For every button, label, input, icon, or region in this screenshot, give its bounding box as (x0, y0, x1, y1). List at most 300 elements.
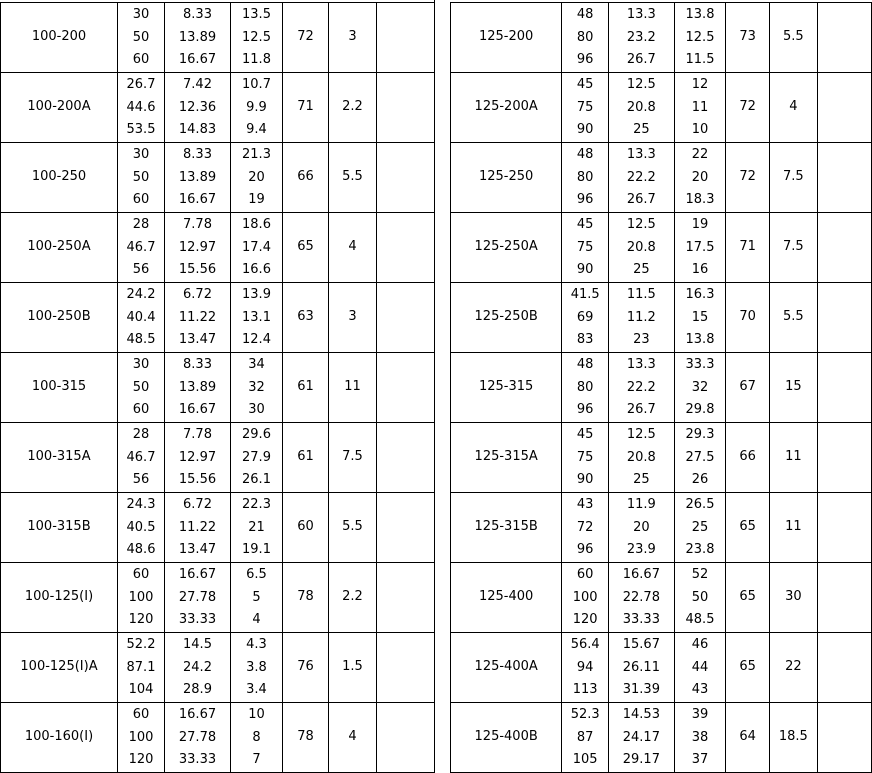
flow-ls-cell-value: 7.78 (183, 427, 212, 442)
head-cell (674, 213, 726, 283)
flow-m3h-cell-value: 75 (576, 239, 594, 255)
empty-cell (817, 703, 871, 773)
flow-m3h-cell (118, 353, 165, 423)
flow-ls-cell-value: 25 (633, 472, 650, 487)
power-cell: 11 (329, 353, 377, 423)
table-row (1, 143, 435, 213)
flow-ls-cell-value: 23.2 (626, 29, 656, 45)
head-cell-value: 15 (691, 309, 709, 325)
power-cell: 11 (769, 493, 817, 563)
flow-ls-cell (609, 633, 675, 703)
power-cell: 7.5 (769, 143, 817, 213)
power-cell: 3 (329, 283, 377, 353)
efficiency-cell: 73 (726, 3, 770, 73)
model-cell: 100-315B (1, 493, 118, 563)
empty-cell (377, 423, 435, 493)
head-cell (231, 493, 283, 563)
head-cell-value: 29.3 (685, 427, 715, 442)
flow-ls-cell-value: 13.89 (178, 29, 217, 45)
flow-m3h-cell (562, 3, 609, 73)
flow-m3h-cell-value: 50 (132, 29, 150, 45)
head-cell-value: 20 (248, 169, 265, 185)
flow-ls-cell-value: 24.2 (183, 659, 212, 675)
empty-cell (817, 283, 871, 353)
flow-ls-cell-value: 16.67 (178, 52, 217, 67)
flow-m3h-cell-value: 100 (128, 729, 154, 745)
efficiency-cell: 65 (283, 213, 329, 283)
head-cell (231, 3, 283, 73)
head-cell-value: 48.5 (685, 612, 715, 627)
head-cell (674, 703, 726, 773)
flow-m3h-cell-value: 24.3 (126, 497, 156, 512)
head-cell-value: 13.5 (242, 7, 271, 22)
head-cell-value: 17.4 (242, 239, 271, 255)
flow-ls-cell-value: 11.2 (626, 309, 656, 325)
flow-m3h-cell (118, 143, 165, 213)
power-cell: 22 (769, 633, 817, 703)
head-cell (674, 73, 726, 143)
efficiency-cell: 65 (726, 633, 770, 703)
flow-ls-cell-value: 15.56 (178, 472, 217, 487)
efficiency-cell: 78 (283, 703, 329, 773)
head-cell (674, 423, 726, 493)
efficiency-cell: 72 (726, 73, 770, 143)
flow-ls-cell-value: 20.8 (626, 449, 656, 465)
flow-ls-cell-value: 14.5 (183, 637, 212, 652)
flow-m3h-cell-value: 48 (576, 147, 594, 162)
efficiency-cell: 72 (726, 143, 770, 213)
flow-ls-cell-value: 6.72 (183, 287, 212, 302)
empty-cell (817, 3, 871, 73)
flow-m3h-cell-value: 45 (576, 427, 594, 442)
flow-ls-cell-value: 26.7 (626, 192, 656, 207)
power-cell: 11 (769, 423, 817, 493)
efficiency-cell: 71 (283, 73, 329, 143)
flow-m3h-cell (562, 563, 609, 633)
model-cell: 125-400 (451, 563, 562, 633)
model-cell: 125-400B (451, 703, 562, 773)
power-cell: 5.5 (769, 283, 817, 353)
flow-ls-cell-value: 14.83 (178, 122, 217, 137)
power-cell: 7.5 (769, 213, 817, 283)
model-cell: 125-315 (451, 353, 562, 423)
flow-m3h-cell-value: 30 (132, 7, 150, 22)
flow-ls-cell-value: 11.9 (626, 497, 656, 512)
flow-m3h-cell-value: 46.7 (126, 449, 156, 465)
head-cell-value: 27.5 (685, 449, 715, 465)
empty-cell (817, 633, 871, 703)
power-cell: 18.5 (769, 703, 817, 773)
model-cell: 125-315B (451, 493, 562, 563)
table-row (451, 143, 872, 213)
efficiency-cell: 61 (283, 353, 329, 423)
model-cell: 125-315A (451, 423, 562, 493)
flow-m3h-cell (562, 73, 609, 143)
flow-ls-cell (609, 73, 675, 143)
flow-m3h-cell-value: 87.1 (126, 659, 156, 675)
flow-m3h-cell (118, 493, 165, 563)
flow-ls-cell-value: 22.2 (626, 169, 656, 185)
flow-m3h-cell (562, 143, 609, 213)
model-cell: 100-125(I) (1, 563, 118, 633)
head-cell-value: 13.8 (685, 332, 715, 347)
flow-ls-cell-value: 20 (633, 519, 650, 535)
head-cell-value: 18.6 (242, 217, 271, 232)
flow-m3h-cell (562, 353, 609, 423)
flow-ls-cell-value: 33.33 (622, 612, 660, 627)
head-cell-value: 9.4 (246, 122, 267, 137)
head-cell-value: 12.5 (685, 29, 715, 45)
flow-m3h-cell-value: 80 (576, 169, 594, 185)
flow-ls-cell-value: 13.47 (178, 332, 217, 347)
table-row (451, 213, 872, 283)
flow-ls-cell-value: 8.33 (183, 147, 212, 162)
flow-m3h-cell-value: 40.5 (126, 519, 156, 535)
flow-m3h-cell (562, 703, 609, 773)
model-cell: 100-315A (1, 423, 118, 493)
head-cell-value: 43 (691, 682, 709, 697)
flow-m3h-cell-value: 48.5 (126, 332, 156, 347)
flow-ls-cell (165, 703, 231, 773)
model-cell: 100-160(I) (1, 703, 118, 773)
flow-ls-cell-value: 27.78 (178, 729, 217, 745)
head-cell-value: 23.8 (685, 542, 715, 557)
head-cell-value: 19 (691, 217, 709, 232)
flow-m3h-cell (118, 213, 165, 283)
head-cell (231, 633, 283, 703)
flow-ls-cell-value: 26.7 (626, 402, 656, 417)
efficiency-cell: 66 (283, 143, 329, 213)
head-cell-value: 12.4 (242, 332, 271, 347)
empty-cell (377, 353, 435, 423)
head-cell-value: 19 (248, 192, 265, 207)
head-cell-value: 37 (691, 752, 709, 767)
head-cell-value: 52 (691, 567, 709, 582)
head-cell-value: 3.8 (246, 659, 267, 675)
head-cell-value: 8 (252, 729, 261, 745)
flow-m3h-cell-value: 41.5 (570, 287, 600, 302)
flow-ls-cell-value: 16.67 (622, 567, 660, 582)
flow-m3h-cell-value: 24.2 (126, 287, 156, 302)
head-cell-value: 44 (691, 659, 709, 675)
flow-m3h-cell (562, 633, 609, 703)
flow-ls-cell (609, 703, 675, 773)
flow-m3h-cell (562, 213, 609, 283)
flow-m3h-cell-value: 96 (576, 542, 594, 557)
head-cell-value: 30 (248, 402, 265, 417)
empty-cell (817, 143, 871, 213)
head-cell (674, 563, 726, 633)
flow-ls-cell-value: 13.3 (626, 147, 656, 162)
flow-m3h-cell-value: 80 (576, 29, 594, 45)
flow-m3h-cell-value: 96 (576, 52, 594, 67)
flow-ls-cell (165, 633, 231, 703)
flow-m3h-cell-value: 50 (132, 379, 150, 395)
empty-cell (377, 283, 435, 353)
flow-m3h-cell-value: 45 (576, 77, 594, 92)
model-cell: 125-400A (451, 633, 562, 703)
flow-ls-cell-value: 13.89 (178, 169, 217, 185)
flow-ls-cell-value: 24.17 (622, 729, 660, 745)
flow-ls-cell-value: 8.33 (183, 7, 212, 22)
flow-m3h-cell-value: 83 (576, 332, 594, 347)
empty-cell (817, 493, 871, 563)
head-cell-value: 5 (252, 589, 261, 605)
flow-m3h-cell-value: 113 (572, 682, 598, 697)
flow-ls-cell-value: 15.67 (622, 637, 660, 652)
head-cell-value: 22 (691, 147, 709, 162)
flow-m3h-cell-value: 96 (576, 192, 594, 207)
efficiency-cell: 65 (726, 493, 770, 563)
empty-cell (377, 633, 435, 703)
flow-ls-cell (165, 493, 231, 563)
flow-m3h-cell (118, 73, 165, 143)
flow-ls-cell-value: 16.67 (178, 707, 217, 722)
efficiency-cell: 61 (283, 423, 329, 493)
flow-m3h-cell (562, 423, 609, 493)
head-cell (231, 213, 283, 283)
flow-ls-cell-value: 13.47 (178, 542, 217, 557)
flow-ls-cell-value: 26.11 (622, 659, 660, 675)
flow-ls-cell-value: 25 (633, 262, 650, 277)
empty-cell (817, 563, 871, 633)
head-cell-value: 21 (248, 519, 265, 535)
power-cell: 4 (329, 703, 377, 773)
efficiency-cell: 71 (726, 213, 770, 283)
flow-ls-cell (609, 563, 675, 633)
model-cell: 100-200 (1, 3, 118, 73)
flow-ls-cell-value: 25 (633, 122, 650, 137)
pump-spec-table-right (450, 2, 872, 773)
flow-m3h-cell-value: 28 (132, 427, 150, 442)
head-cell-value: 3.4 (246, 682, 267, 697)
flow-m3h-cell-value: 90 (576, 472, 594, 487)
head-cell-value: 27.9 (242, 449, 271, 465)
head-cell (674, 3, 726, 73)
flow-m3h-cell-value: 100 (572, 589, 598, 605)
flow-m3h-cell-value: 87 (576, 729, 594, 745)
head-cell-value: 12 (691, 77, 709, 92)
flow-m3h-cell (118, 283, 165, 353)
flow-ls-cell (609, 493, 675, 563)
flow-m3h-cell-value: 56.4 (570, 637, 600, 652)
table-row (451, 633, 872, 703)
head-cell (674, 143, 726, 213)
table-row (451, 563, 872, 633)
head-cell-value: 18.3 (685, 192, 715, 207)
head-cell-value: 26.5 (685, 497, 715, 512)
flow-ls-cell (609, 283, 675, 353)
head-cell-value: 11 (691, 99, 709, 115)
flow-ls-cell (609, 143, 675, 213)
flow-ls-cell (165, 423, 231, 493)
flow-m3h-cell-value: 60 (132, 707, 150, 722)
model-cell: 100-250B (1, 283, 118, 353)
efficiency-cell: 78 (283, 563, 329, 633)
head-cell (231, 143, 283, 213)
flow-m3h-cell-value: 60 (132, 402, 150, 417)
table-row (451, 703, 872, 773)
flow-ls-cell-value: 11.5 (626, 287, 656, 302)
head-cell-value: 19.1 (242, 542, 271, 557)
model-cell: 125-250 (451, 143, 562, 213)
flow-ls-cell-value: 13.3 (626, 357, 656, 372)
flow-m3h-cell (118, 633, 165, 703)
efficiency-cell: 63 (283, 283, 329, 353)
flow-m3h-cell-value: 104 (128, 682, 154, 697)
flow-ls-cell (165, 563, 231, 633)
flow-m3h-cell-value: 60 (132, 567, 150, 582)
flow-ls-cell-value: 28.9 (183, 682, 212, 697)
head-cell-value: 6.5 (246, 567, 267, 582)
efficiency-cell: 70 (726, 283, 770, 353)
flow-ls-cell (165, 3, 231, 73)
table-row (451, 423, 872, 493)
flow-m3h-cell-value: 45 (576, 217, 594, 232)
flow-ls-cell-value: 20.8 (626, 239, 656, 255)
head-cell-value: 10 (691, 122, 709, 137)
head-cell-value: 4.3 (246, 637, 267, 652)
model-cell: 125-250B (451, 283, 562, 353)
head-cell-value: 16 (691, 262, 709, 277)
flow-ls-cell-value: 7.78 (183, 217, 212, 232)
flow-ls-cell-value: 20.8 (626, 99, 656, 115)
flow-m3h-cell-value: 48 (576, 357, 594, 372)
model-cell: 100-250A (1, 213, 118, 283)
flow-m3h-cell-value: 46.7 (126, 239, 156, 255)
model-cell: 125-250A (451, 213, 562, 283)
head-cell-value: 17.5 (685, 239, 715, 255)
flow-m3h-cell-value: 30 (132, 357, 150, 372)
head-cell-value: 22.3 (242, 497, 271, 512)
head-cell-value: 25 (691, 519, 709, 535)
flow-m3h-cell (118, 703, 165, 773)
pump-spec-table-left (0, 2, 435, 773)
head-cell-value: 13.9 (242, 287, 271, 302)
flow-m3h-cell-value: 44.6 (126, 99, 156, 115)
flow-m3h-cell-value: 72 (576, 519, 594, 535)
flow-ls-cell-value: 26.7 (626, 52, 656, 67)
flow-ls-cell (609, 423, 675, 493)
empty-cell (817, 423, 871, 493)
flow-m3h-cell-value: 120 (128, 752, 154, 767)
flow-ls-cell-value: 12.5 (626, 77, 656, 92)
head-cell (231, 563, 283, 633)
head-cell (231, 353, 283, 423)
power-cell: 4 (329, 213, 377, 283)
head-cell-value: 13.1 (242, 309, 271, 325)
flow-m3h-cell-value: 28 (132, 217, 150, 232)
flow-m3h-cell-value: 52.2 (126, 637, 156, 652)
flow-m3h-cell-value: 100 (128, 589, 154, 605)
empty-cell (817, 73, 871, 143)
empty-cell (377, 563, 435, 633)
empty-cell (817, 353, 871, 423)
flow-ls-cell (609, 213, 675, 283)
head-cell-value: 26 (691, 472, 709, 487)
head-cell (674, 353, 726, 423)
head-cell (231, 423, 283, 493)
table-row (1, 3, 435, 73)
flow-ls-cell (165, 213, 231, 283)
model-cell: 100-125(I)A (1, 633, 118, 703)
flow-m3h-cell (118, 3, 165, 73)
flow-m3h-cell-value: 30 (132, 147, 150, 162)
efficiency-cell: 67 (726, 353, 770, 423)
head-cell-value: 33.3 (685, 357, 715, 372)
flow-m3h-cell-value: 105 (572, 752, 598, 767)
head-cell (674, 493, 726, 563)
flow-m3h-cell-value: 52.3 (570, 707, 600, 722)
flow-ls-cell (165, 353, 231, 423)
model-cell: 100-200A (1, 73, 118, 143)
flow-ls-cell-value: 33.33 (178, 612, 217, 627)
head-cell-value: 29.8 (685, 402, 715, 417)
flow-m3h-cell-value: 75 (576, 99, 594, 115)
flow-m3h-cell-value: 40.4 (126, 309, 156, 325)
flow-m3h-cell-value: 96 (576, 402, 594, 417)
table-row (1, 703, 435, 773)
empty-cell (817, 213, 871, 283)
flow-ls-cell-value: 13.89 (178, 379, 217, 395)
head-cell-value: 21.3 (242, 147, 271, 162)
flow-ls-cell-value: 22.2 (626, 379, 656, 395)
model-cell: 125-200A (451, 73, 562, 143)
flow-ls-cell-value: 12.5 (626, 217, 656, 232)
flow-m3h-cell-value: 56 (132, 262, 150, 277)
table-row (451, 493, 872, 563)
empty-cell (377, 143, 435, 213)
flow-ls-cell-value: 6.72 (183, 497, 212, 512)
head-cell-value: 38 (691, 729, 709, 745)
flow-ls-cell (609, 3, 675, 73)
table-row (451, 3, 872, 73)
table-row (1, 423, 435, 493)
flow-ls-cell-value: 14.53 (622, 707, 660, 722)
table-row (451, 283, 872, 353)
flow-ls-cell-value: 27.78 (178, 589, 217, 605)
flow-ls-cell (165, 143, 231, 213)
flow-m3h-cell-value: 120 (128, 612, 154, 627)
flow-m3h-cell-value: 90 (576, 262, 594, 277)
flow-m3h-cell-value: 60 (132, 52, 150, 67)
power-cell: 7.5 (329, 423, 377, 493)
head-cell-value: 11.5 (685, 52, 715, 67)
table-row (1, 73, 435, 143)
empty-cell (377, 3, 435, 73)
head-cell-value: 16.3 (685, 287, 715, 302)
flow-ls-cell-value: 8.33 (183, 357, 212, 372)
flow-ls-cell-value: 15.56 (178, 262, 217, 277)
flow-m3h-cell-value: 60 (132, 192, 150, 207)
flow-ls-cell-value: 12.97 (178, 239, 217, 255)
flow-ls-cell-value: 16.67 (178, 192, 217, 207)
model-cell: 100-250 (1, 143, 118, 213)
table-row (451, 73, 872, 143)
flow-ls-cell-value: 12.97 (178, 449, 217, 465)
head-cell (231, 703, 283, 773)
power-cell: 5.5 (329, 493, 377, 563)
power-cell: 3 (329, 3, 377, 73)
efficiency-cell: 65 (726, 563, 770, 633)
power-cell: 4 (769, 73, 817, 143)
head-cell-value: 32 (248, 379, 265, 395)
power-cell: 2.2 (329, 73, 377, 143)
head-cell-value: 10 (248, 707, 265, 722)
table-row (1, 633, 435, 703)
flow-m3h-cell (118, 563, 165, 633)
efficiency-cell: 72 (283, 3, 329, 73)
